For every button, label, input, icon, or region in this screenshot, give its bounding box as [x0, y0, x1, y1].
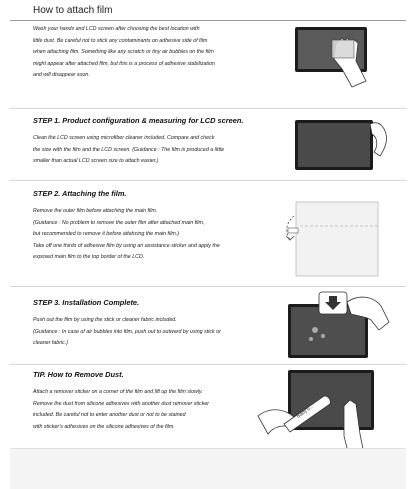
- tip-heading: TIP. How to Remove Dust.: [33, 370, 124, 379]
- step1-line: smaller than actual LCD screen size to attach easier.): [33, 158, 159, 164]
- step3-line: (Guidance : In case of air bubbles into film, push out to outward by using stick or: [33, 328, 221, 335]
- step3-text: [33, 315, 278, 350]
- step1-line: the size with the film and the LCD screen. (Guidance : The film is produced a little: [33, 146, 225, 153]
- step2-line: Take off one thirds of adhesive film by using an assistance sticker and apply the: [33, 242, 220, 249]
- intro-line: might appear after attached film, but this is a process of adhesive stabilization: [33, 60, 215, 67]
- intro-line: when attaching film. Something like any scratch or tiny air bubbles on the film: [33, 49, 214, 55]
- step1-illustration: [292, 114, 392, 180]
- step3-heading: STEP 3. Installation Complete.: [33, 298, 140, 307]
- intro-line: Wash your hands and LCD screen after choosing the best location with: [33, 26, 200, 32]
- step2-text: [33, 206, 278, 264]
- step1-text: [33, 133, 278, 168]
- title-divider: [10, 20, 406, 21]
- section-divider: [10, 180, 406, 181]
- intro-line: little dust. Be careful not to stick any contaminants on adhesive side of film: [33, 37, 208, 44]
- tip-line: with sticker's adhesives on the silicone adhesives of the film.: [33, 423, 175, 430]
- tip-line: included. Be careful not to enter another dust or not to be stained: [33, 412, 186, 418]
- footer-band: [10, 448, 406, 489]
- step3-line: cleaner fabric.): [33, 340, 69, 346]
- section-divider: [10, 108, 406, 109]
- tip-line: Attach a remover sticker on a corner of the film and lift up the film slowly.: [33, 389, 203, 395]
- step2-heading: STEP 2. Attaching the film.: [33, 189, 127, 198]
- step2-line: Remove the outer film before attaching the main film.: [33, 208, 158, 214]
- intro-line: and will disappear soon.: [33, 72, 90, 78]
- step2-illustration: [280, 196, 390, 278]
- page-title: How to attach film: [33, 5, 113, 16]
- tip-line: Remove the dust from silicone adhesives with another dust remover sticker: [33, 400, 210, 407]
- section-divider: [10, 364, 406, 365]
- step2-line: exposed main film to the top border of the LCD.: [33, 254, 145, 260]
- step2-line: but recommended to remove it before attahcing the main film.): [33, 231, 180, 237]
- step3-illustration: [285, 286, 395, 362]
- intro-text: [33, 24, 278, 82]
- step3-line: Push out the film by using the stick or cleaner fabric included.: [33, 317, 177, 323]
- tip-text: [33, 387, 278, 433]
- stick-label: Baby's...: [295, 403, 315, 420]
- step1-line: Clean the LCD screen using microfiber cleaner included. Compare and check: [33, 135, 215, 141]
- intro-illustration: [292, 24, 382, 104]
- step1-heading: STEP 1. Product configuration & measuring for LCD screen.: [33, 116, 244, 125]
- step2-line: (Guidance : No problem to remove the outer film after attached main film,: [33, 219, 205, 226]
